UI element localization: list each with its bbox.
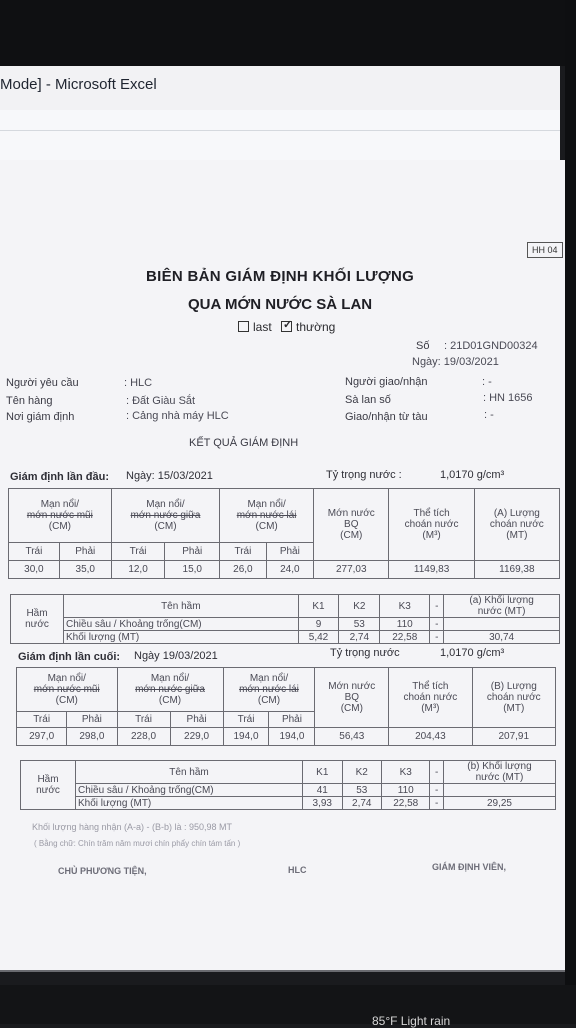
table-cell: - bbox=[430, 761, 443, 784]
net-mass-summary: Khối lượng hàng nhận (A-a) - (B-b) là : 950,98 MT bbox=[32, 822, 233, 832]
net-mass-in-words: ( Bằng chữ: Chín trăm năm mươi chín phẩy chín tám tấn ) bbox=[34, 839, 241, 848]
table-cell: 22,58 bbox=[382, 797, 430, 810]
table-cell: - bbox=[430, 618, 444, 631]
first-hold-table bbox=[10, 594, 560, 644]
place-label: Nơi giám định bbox=[6, 411, 75, 423]
table-cell: 1169,38 bbox=[474, 561, 559, 579]
first-draft-table bbox=[8, 488, 560, 579]
table-cell: 194,0 bbox=[223, 728, 269, 746]
taskbar bbox=[0, 985, 576, 1024]
table-cell: 12,0 bbox=[111, 561, 165, 579]
aft-draft-header: Mạn nổi/ mớn nước lái (CM) bbox=[220, 489, 314, 543]
first-density-label: Tỷ trọng nước : bbox=[326, 469, 402, 481]
table-cell bbox=[443, 784, 555, 797]
hold-mass-header: (a) Khối lượng nước (MT) bbox=[444, 595, 560, 618]
table-cell: 207,91 bbox=[472, 728, 555, 746]
table-cell: 1149,83 bbox=[389, 561, 474, 579]
table-cell: 53 bbox=[342, 784, 381, 797]
deliverer-label: Người giao/nhận bbox=[345, 376, 428, 388]
so-label: Số bbox=[416, 340, 430, 352]
result-title: KẾT QUẢ GIÁM ĐỊNH bbox=[189, 437, 299, 449]
table-cell: - bbox=[430, 631, 444, 644]
last-inspection-date: Ngày 19/03/2021 bbox=[134, 650, 218, 662]
table-cell: 9 bbox=[298, 618, 339, 631]
ship-label: Giao/nhận từ tàu bbox=[345, 411, 428, 423]
mean-draft-header: Mớn nước BQ (CM) bbox=[314, 489, 389, 561]
table-cell bbox=[444, 618, 560, 631]
ship-value: : - bbox=[484, 409, 494, 421]
checkmark-icon: ✓ bbox=[283, 319, 293, 331]
right-header: Phải bbox=[67, 712, 117, 728]
k1-header: K1 bbox=[298, 595, 339, 618]
surveyor-signature-label: GIÁM ĐỊNH VIÊN, bbox=[432, 862, 507, 872]
table-cell: - bbox=[430, 595, 444, 618]
table-cell: 24,0 bbox=[266, 561, 313, 579]
table-cell: 277,03 bbox=[314, 561, 389, 579]
table-cell: 29,25 bbox=[443, 797, 555, 810]
carrier-signature-label: CHỦ PHƯƠNG TIỆN, bbox=[58, 866, 147, 876]
table-cell: 30,74 bbox=[444, 631, 560, 644]
last-inspection-label: Giám định lần cuối: bbox=[18, 651, 121, 663]
displacement-header: (A) Lượng choán nước (MT) bbox=[474, 489, 559, 561]
table-cell: 26,0 bbox=[220, 561, 266, 579]
goods-label: Tên hàng bbox=[6, 395, 53, 407]
fore-draft-header: Mạn nổi/ mớn nước mũi (CM) bbox=[17, 668, 118, 712]
monitor-bezel bbox=[0, 0, 576, 66]
hold-mass-header: (b) Khối lượng nước (MT) bbox=[443, 761, 555, 784]
requester-value: : HLC bbox=[124, 377, 153, 389]
k1-header: K1 bbox=[303, 761, 342, 784]
table-cell: - bbox=[430, 797, 443, 810]
ribbon-divider bbox=[0, 130, 560, 131]
first-density-value: 1,0170 g/cm³ bbox=[440, 469, 505, 481]
last-option-label: last bbox=[253, 320, 272, 334]
table-cell: 35,0 bbox=[59, 561, 111, 579]
goods-value: : Đất Giàu Sắt bbox=[126, 395, 196, 407]
last-density-value: 1,0170 g/cm³ bbox=[440, 647, 505, 659]
so-value: : 21D01GND00324 bbox=[444, 340, 538, 352]
table-cell: - bbox=[430, 784, 443, 797]
left-header: Trái bbox=[17, 712, 67, 728]
monitor-bezel-right bbox=[565, 0, 576, 1024]
last-density-label: Tỷ trọng nước bbox=[330, 647, 400, 659]
normal-checkbox-checked[interactable] bbox=[281, 321, 292, 332]
hold-label: Hầm nước bbox=[21, 761, 76, 810]
table-cell: 22,58 bbox=[380, 631, 430, 644]
table-cell: 2,74 bbox=[339, 631, 380, 644]
k2-header: K2 bbox=[342, 761, 381, 784]
left-header: Trái bbox=[111, 543, 165, 561]
table-cell: 298,0 bbox=[67, 728, 117, 746]
left-header: Trái bbox=[9, 543, 60, 561]
depth-row-label: Chiều sâu / Khoảng trống(CM) bbox=[64, 618, 299, 631]
inspection-type-options bbox=[238, 320, 335, 334]
right-header: Phải bbox=[269, 712, 315, 728]
last-hold-table bbox=[20, 760, 556, 810]
weight-row-label: Khối lượng (MT) bbox=[64, 631, 299, 644]
volume-header: Thể tích choán nước (M³) bbox=[389, 489, 474, 561]
right-header: Phải bbox=[59, 543, 111, 561]
table-cell: 5,42 bbox=[298, 631, 339, 644]
document-subtitle: QUA MỚN NƯỚC SÀ LAN bbox=[188, 296, 373, 313]
table-cell: 194,0 bbox=[269, 728, 315, 746]
table-cell: 30,0 bbox=[9, 561, 60, 579]
fore-draft-header: Mạn nổi/ mớn nước mũi (CM) bbox=[9, 489, 112, 543]
displacement-header: (B) Lượng choán nước (MT) bbox=[472, 668, 555, 728]
depth-row-label: Chiều sâu / Khoảng trống(CM) bbox=[76, 784, 303, 797]
last-draft-table bbox=[16, 667, 556, 746]
excel-title-bar bbox=[0, 66, 560, 111]
last-checkbox[interactable] bbox=[238, 321, 249, 332]
place-value: : Cảng nhà máy HLC bbox=[126, 410, 229, 422]
hold-label: Hầm nước bbox=[11, 595, 64, 644]
barge-label: Sà lan số bbox=[345, 394, 391, 406]
barge-value: : HN 1656 bbox=[483, 392, 533, 404]
window-title: Mode] - Microsoft Excel bbox=[0, 76, 157, 93]
hold-name-header: Tên hầm bbox=[76, 761, 303, 784]
client-signature-label: HLC bbox=[288, 865, 307, 875]
table-cell: 15,0 bbox=[165, 561, 220, 579]
right-header: Phải bbox=[170, 712, 223, 728]
table-cell: 110 bbox=[382, 784, 430, 797]
table-cell: 297,0 bbox=[17, 728, 67, 746]
requester-label: Người yêu cầu bbox=[6, 377, 79, 389]
mid-draft-header: Mạn nổi/ mớn nước giữa (CM) bbox=[117, 668, 223, 712]
mid-draft-header: Mạn nổi/ mớn nước giữa (CM) bbox=[111, 489, 219, 543]
first-inspection-date: Ngày: 15/03/2021 bbox=[126, 470, 213, 482]
left-header: Trái bbox=[117, 712, 170, 728]
left-header: Trái bbox=[223, 712, 269, 728]
aft-draft-header: Mạn nổi/ mớn nước lái (CM) bbox=[223, 668, 315, 712]
volume-header: Thể tích choán nước (M³) bbox=[389, 668, 472, 728]
table-cell: 229,0 bbox=[170, 728, 223, 746]
form-code-badge: HH 04 bbox=[527, 242, 563, 258]
table-cell: 110 bbox=[380, 618, 430, 631]
left-header: Trái bbox=[220, 543, 266, 561]
table-cell: 228,0 bbox=[117, 728, 170, 746]
table-cell: 41 bbox=[303, 784, 342, 797]
hold-name-header: Tên hầm bbox=[64, 595, 299, 618]
right-header: Phải bbox=[266, 543, 313, 561]
document-title: BIÊN BẢN GIÁM ĐỊNH KHỐI LƯỢNG bbox=[146, 268, 415, 285]
mean-draft-header: Mớn nước BQ (CM) bbox=[315, 668, 389, 728]
k2-header: K2 bbox=[339, 595, 380, 618]
table-cell: 3,93 bbox=[303, 797, 342, 810]
table-cell: 204,43 bbox=[389, 728, 472, 746]
table-cell: 2,74 bbox=[342, 797, 381, 810]
table-cell: 53 bbox=[339, 618, 380, 631]
deliverer-value: : - bbox=[482, 376, 492, 388]
right-header: Phải bbox=[165, 543, 220, 561]
k3-header: K3 bbox=[382, 761, 430, 784]
k3-header: K3 bbox=[380, 595, 430, 618]
date-field: Ngày: 19/03/2021 bbox=[412, 356, 499, 368]
first-inspection-label: Giám định lần đầu: bbox=[10, 471, 110, 483]
ribbon-area bbox=[0, 110, 560, 160]
table-cell: 56,43 bbox=[315, 728, 389, 746]
weather-widget[interactable]: 85°F Light rain bbox=[372, 1014, 451, 1028]
normal-option-label: thường bbox=[296, 320, 336, 334]
weight-row-label: Khối lượng (MT) bbox=[76, 797, 303, 810]
